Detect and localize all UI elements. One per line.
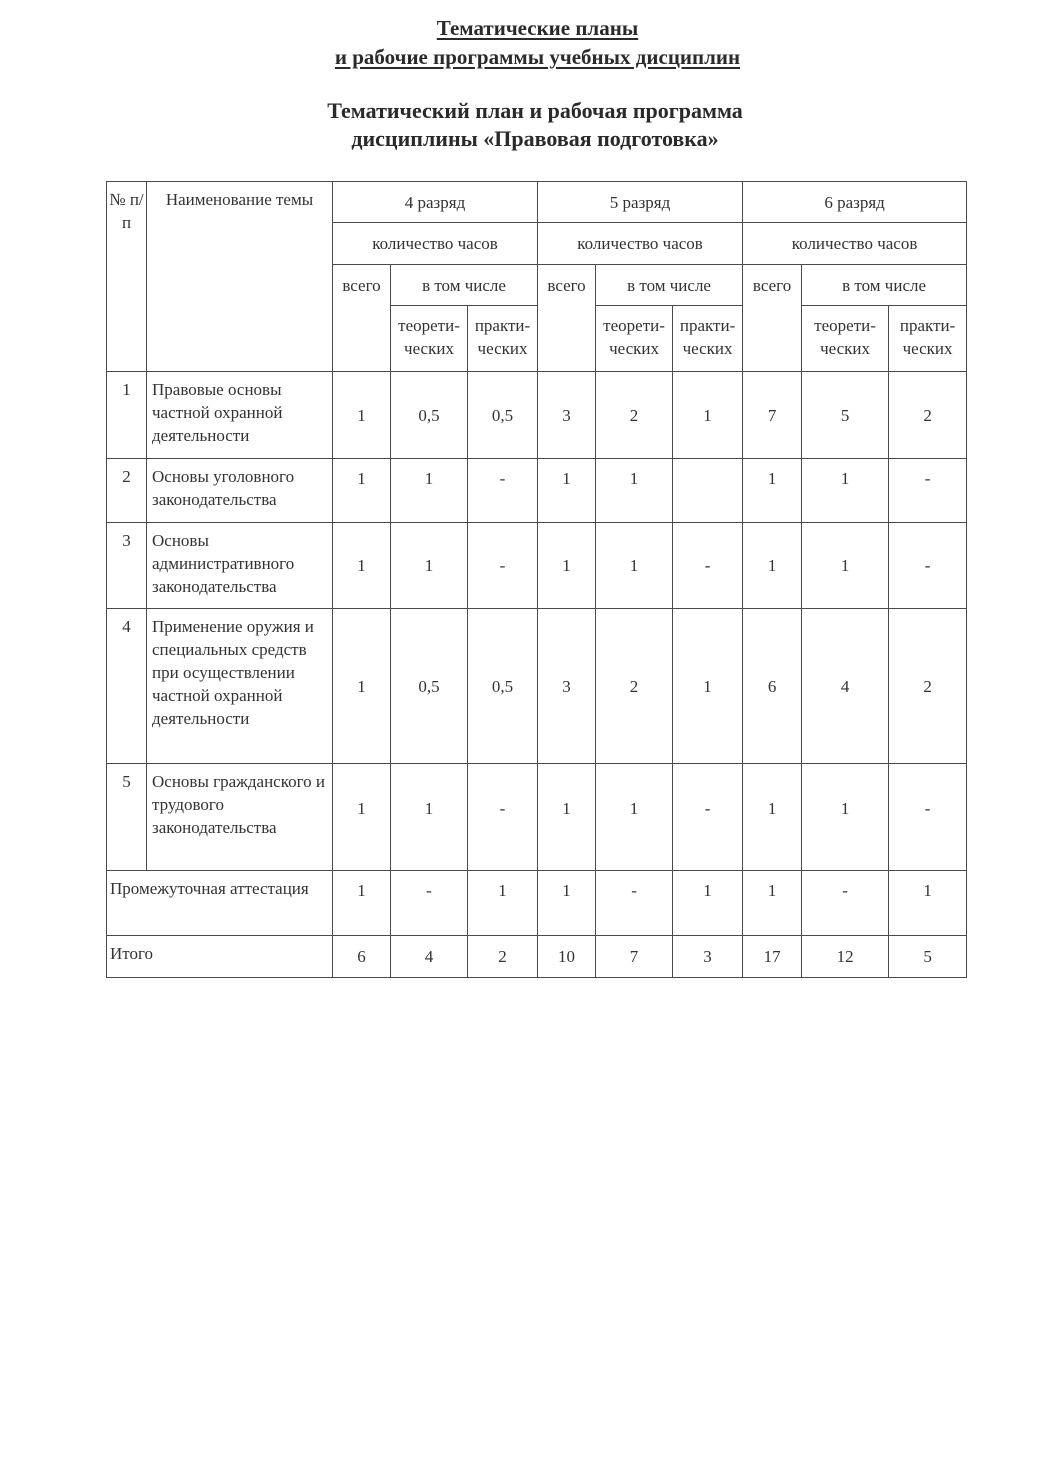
- row-number: 3: [107, 523, 147, 609]
- row-topic: Правовые основы частной охранной деятельности: [147, 372, 333, 459]
- title-line-1: Тематические планы: [436, 16, 639, 40]
- row-topic: Основы административного законодательства: [147, 523, 333, 609]
- header-topic: Наименование темы: [147, 182, 333, 372]
- row-topic: Основы уголовного законодательства: [147, 459, 333, 523]
- cell-g4-total: 1: [333, 372, 391, 459]
- cell-g5-practice: [673, 459, 743, 523]
- cell-g6-practice: -: [889, 459, 967, 523]
- cell-g4-theory: 0,5: [391, 609, 468, 764]
- cell-g4-total: 6: [333, 936, 391, 978]
- cell-g6-theory: -: [802, 871, 889, 936]
- cell-g5-total: 10: [538, 936, 596, 978]
- cell-g5-theory: 1: [596, 459, 673, 523]
- header-theory-6: теорети-ческих: [802, 306, 889, 372]
- attestation-label: Промежуточная аттестация: [107, 871, 333, 936]
- cell-g6-theory: 5: [802, 372, 889, 459]
- cell-g5-theory: -: [596, 871, 673, 936]
- cell-g5-total: 1: [538, 459, 596, 523]
- cell-g5-practice: 1: [673, 871, 743, 936]
- header-including-5: в том числе: [596, 265, 743, 306]
- cell-g5-total: 1: [538, 871, 596, 936]
- cell-g4-theory: -: [391, 871, 468, 936]
- table-row: [107, 372, 967, 459]
- cell-g6-total: 1: [743, 764, 802, 871]
- cell-g5-total: 3: [538, 609, 596, 764]
- header-grade-4: 4 разряд: [333, 182, 538, 223]
- row-number: 2: [107, 459, 147, 523]
- header-total-4: всего: [333, 265, 391, 372]
- cell-g4-theory: 1: [391, 459, 468, 523]
- cell-g4-practice: -: [468, 523, 538, 609]
- row-topic: Применение оружия и специальных средств при осуществлении частной охранной деятельности: [147, 609, 333, 764]
- row-number: 1: [107, 372, 147, 459]
- cell-g4-total: 1: [333, 871, 391, 936]
- row-number: 5: [107, 764, 147, 871]
- summary-row: [107, 936, 967, 978]
- header-num: № п/п: [107, 182, 147, 372]
- cell-g5-practice: 1: [673, 372, 743, 459]
- cell-g5-practice: 1: [673, 609, 743, 764]
- cell-g5-total: 1: [538, 523, 596, 609]
- cell-g6-total: 6: [743, 609, 802, 764]
- cell-g4-practice: -: [468, 764, 538, 871]
- title-line-2: и рабочие программы учебных дисциплин: [334, 45, 741, 69]
- thematic-plan-table: [106, 181, 967, 978]
- cell-g4-practice: 0,5: [468, 609, 538, 764]
- header-theory-5: теорети-ческих: [596, 306, 673, 372]
- cell-g6-practice: 1: [889, 871, 967, 936]
- cell-g6-theory: 12: [802, 936, 889, 978]
- cell-g5-theory: 2: [596, 609, 673, 764]
- header-grade-5: 5 разряд: [538, 182, 743, 223]
- header-hours-4: количество часов: [333, 223, 538, 265]
- cell-g5-theory: 1: [596, 764, 673, 871]
- cell-g6-theory: 1: [802, 459, 889, 523]
- subtitle-line-2: дисциплины «Правовая подготовка»: [351, 126, 719, 151]
- cell-g5-theory: 7: [596, 936, 673, 978]
- cell-g6-total: 7: [743, 372, 802, 459]
- cell-g6-practice: -: [889, 523, 967, 609]
- cell-g6-theory: 4: [802, 609, 889, 764]
- cell-g4-practice: 0,5: [468, 372, 538, 459]
- cell-g6-practice: -: [889, 764, 967, 871]
- row-number: 4: [107, 609, 147, 764]
- cell-g6-total: 1: [743, 459, 802, 523]
- header-total-6: всего: [743, 265, 802, 372]
- subtitle-line-1: Тематический план и рабочая программа: [327, 98, 743, 123]
- header-including-4: в том числе: [391, 265, 538, 306]
- cell-g5-theory: 2: [596, 372, 673, 459]
- cell-g5-total: 1: [538, 764, 596, 871]
- cell-g5-theory: 1: [596, 523, 673, 609]
- cell-g4-total: 1: [333, 764, 391, 871]
- cell-g4-practice: 1: [468, 871, 538, 936]
- cell-g4-theory: 0,5: [391, 372, 468, 459]
- cell-g4-total: 1: [333, 459, 391, 523]
- document-subtitle: [0, 97, 1061, 153]
- table-row: [107, 459, 967, 523]
- cell-g4-theory: 1: [391, 523, 468, 609]
- header-practice-5: практи-ческих: [673, 306, 743, 372]
- table-row: [107, 609, 967, 764]
- attestation-row: [107, 871, 967, 936]
- cell-g6-total: 1: [743, 523, 802, 609]
- cell-g4-total: 1: [333, 523, 391, 609]
- table-row: [107, 523, 967, 609]
- cell-g5-practice: -: [673, 523, 743, 609]
- header-theory-4: теорети-ческих: [391, 306, 468, 372]
- header-practice-4: практи-ческих: [468, 306, 538, 372]
- summary-label: Итого: [107, 936, 333, 978]
- row-topic: Основы гражданского и трудового законодательства: [147, 764, 333, 871]
- cell-g6-theory: 1: [802, 523, 889, 609]
- cell-g6-total: 17: [743, 936, 802, 978]
- header-hours-6: количество часов: [743, 223, 967, 265]
- cell-g6-practice: 2: [889, 372, 967, 459]
- cell-g5-practice: 3: [673, 936, 743, 978]
- cell-g4-practice: -: [468, 459, 538, 523]
- cell-g4-practice: 2: [468, 936, 538, 978]
- cell-g4-theory: 4: [391, 936, 468, 978]
- cell-g6-practice: 5: [889, 936, 967, 978]
- cell-g4-theory: 1: [391, 764, 468, 871]
- document-title: [0, 14, 1061, 72]
- cell-g6-practice: 2: [889, 609, 967, 764]
- table-row: [107, 764, 967, 871]
- cell-g4-total: 1: [333, 609, 391, 764]
- cell-g5-total: 3: [538, 372, 596, 459]
- header-total-5: всего: [538, 265, 596, 372]
- header-including-6: в том числе: [802, 265, 967, 306]
- cell-g6-theory: 1: [802, 764, 889, 871]
- cell-g5-practice: -: [673, 764, 743, 871]
- header-grade-6: 6 разряд: [743, 182, 967, 223]
- cell-g6-total: 1: [743, 871, 802, 936]
- header-hours-5: количество часов: [538, 223, 743, 265]
- header-practice-6: практи-ческих: [889, 306, 967, 372]
